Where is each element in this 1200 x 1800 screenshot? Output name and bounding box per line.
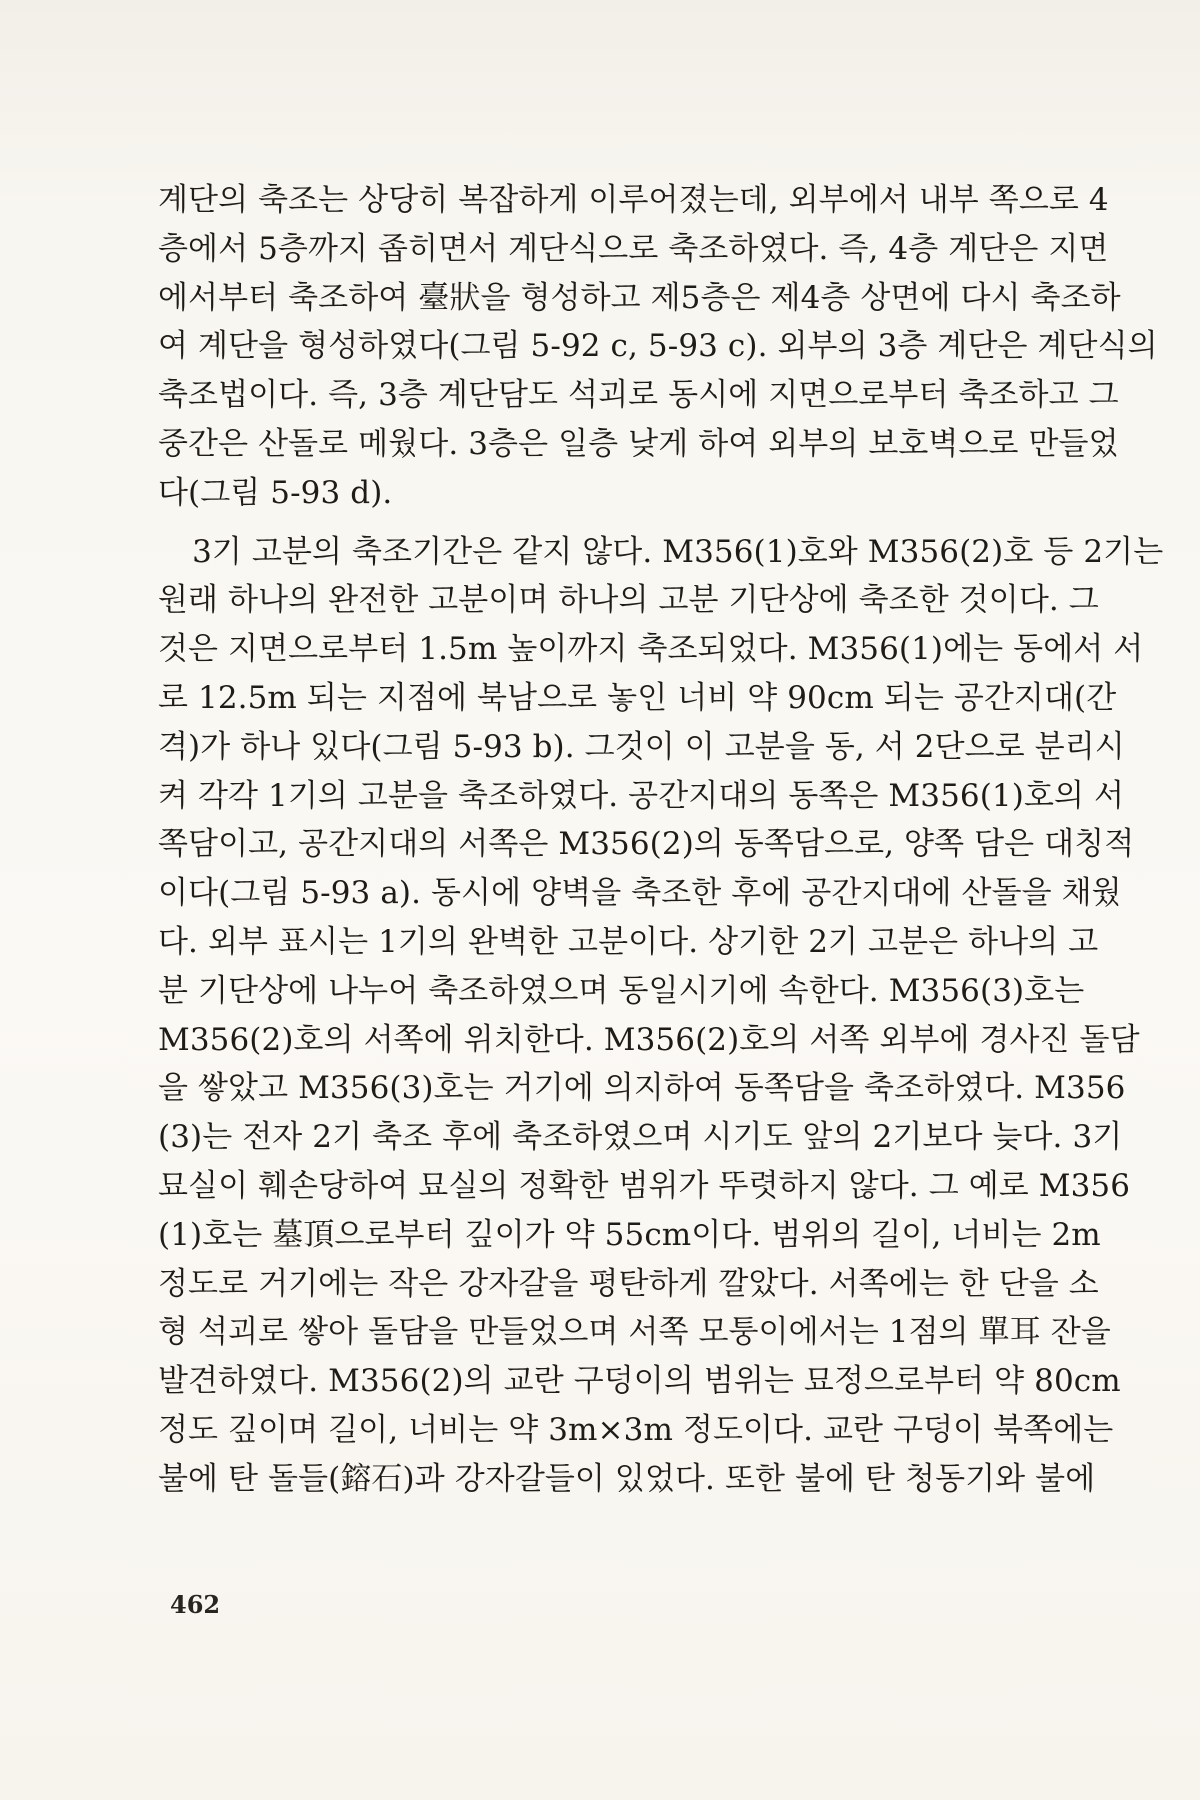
text-line: 것은 지면으로부터 1.5m 높이까지 축조되었다. M356(1)에는 동에서 서 [158,631,1144,668]
text-line: 쪽담이고, 공간지대의 서쪽은 M356(2)의 동쪽담으로, 양쪽 담은 대칭적 [158,826,1135,863]
body-text [158,176,1164,1504]
text-line: 정도로 거기에는 작은 강자갈을 평탄하게 깔았다. 서쪽에는 한 단을 소 [158,1265,1099,1302]
text-line: 원래 하나의 완전한 고분이며 하나의 고분 기단상에 축조한 것이다. 그 [158,582,1099,619]
text-line: 다. 외부 표시는 1기의 완벽한 고분이다. 상기한 2기 고분은 하나의 고 [158,923,1099,960]
paragraph-spacer [158,518,1043,528]
text-line: 발견하였다. M356(2)의 교란 구덩이의 범위는 묘정으로부터 약 80cm [158,1363,1121,1400]
text-line: 로 12.5m 되는 지점에 북남으로 놓인 너비 약 90cm 되는 공간지대(간 [158,679,1117,716]
text-line: 축조법이다. 즉, 3층 계단담도 석괴로 동시에 지면으로부터 축조하고 그 [158,377,1119,414]
text-line: (3)는 전자 2기 축조 후에 축조하였으며 시기도 앞의 2기보다 늦다. 3기 [158,1119,1123,1156]
text-line: 계단의 축조는 상당히 복잡하게 이루어졌는데, 외부에서 내부 쪽으로 4 [158,182,1109,218]
text-line: 여 계단을 형성하였다(그림 5-92 c, 5-93 c). 외부의 3층 계단은 계단식의 [158,328,1158,365]
text-line: 형 석괴로 쌓아 돌담을 만들었으며 서쪽 모퉁이에서는 1점의 單耳 잔을 [158,1314,1111,1351]
text-line: (1)호는 墓頂으로부터 깊이가 약 55cm이다. 범위의 길이, 너비는 2m [158,1216,1101,1253]
text-line: 켜 각각 1기의 고분을 축조하였다. 공간지대의 동쪽은 M356(1)호의 서 [158,777,1125,814]
text-line: 에서부터 축조하여 臺狀을 형성하고 제5층은 제4층 상면에 다시 축조하 [158,279,1121,316]
text-line: 격)가 하나 있다(그림 5-93 b). 그것이 이 고분을 동, 서 2단으로 분리시 [158,728,1125,765]
text-line: 중간은 산돌로 메웠다. 3층은 일층 낮게 하여 외부의 보호벽으로 만들었 [158,425,1119,462]
page-number: 462 [170,1590,221,1619]
text-line: 이다(그림 5-93 a). 동시에 양벽을 축조한 후에 공간지대에 산돌을 채웠 [158,875,1122,912]
text-line: 묘실이 훼손당하여 묘실의 정확한 범위가 뚜렷하지 않다. 그 예로 M356 [158,1167,1131,1204]
text-line: 불에 탄 돌들(鎔石)과 강자갈들이 있었다. 또한 불에 탄 청동기와 불에 [158,1460,1096,1497]
text-line: 정도 깊이며 길이, 너비는 약 3m×3m 정도이다. 교란 구덩이 북쪽에는 [158,1411,1114,1448]
text-line: M356(2)호의 서쪽에 위치한다. M356(2)호의 서쪽 외부에 경사진 돌담 [158,1021,1140,1058]
text-line: 층에서 5층까지 좁히면서 계단식으로 축조하였다. 즉, 4층 계단은 지면 [158,230,1109,267]
text-line: 다(그림 5-93 d). [158,474,393,511]
text-line: 을 쌓았고 M356(3)호는 거기에 의지하여 동쪽담을 축조하였다. M356 [158,1070,1126,1107]
text-line: 3기 고분의 축조기간은 같지 않다. M356(1)호와 M356(2)호 등 2기는 [192,533,1164,570]
text-line: 분 기단상에 나누어 축조하였으며 동일시기에 속한다. M356(3)호는 [158,972,1085,1009]
